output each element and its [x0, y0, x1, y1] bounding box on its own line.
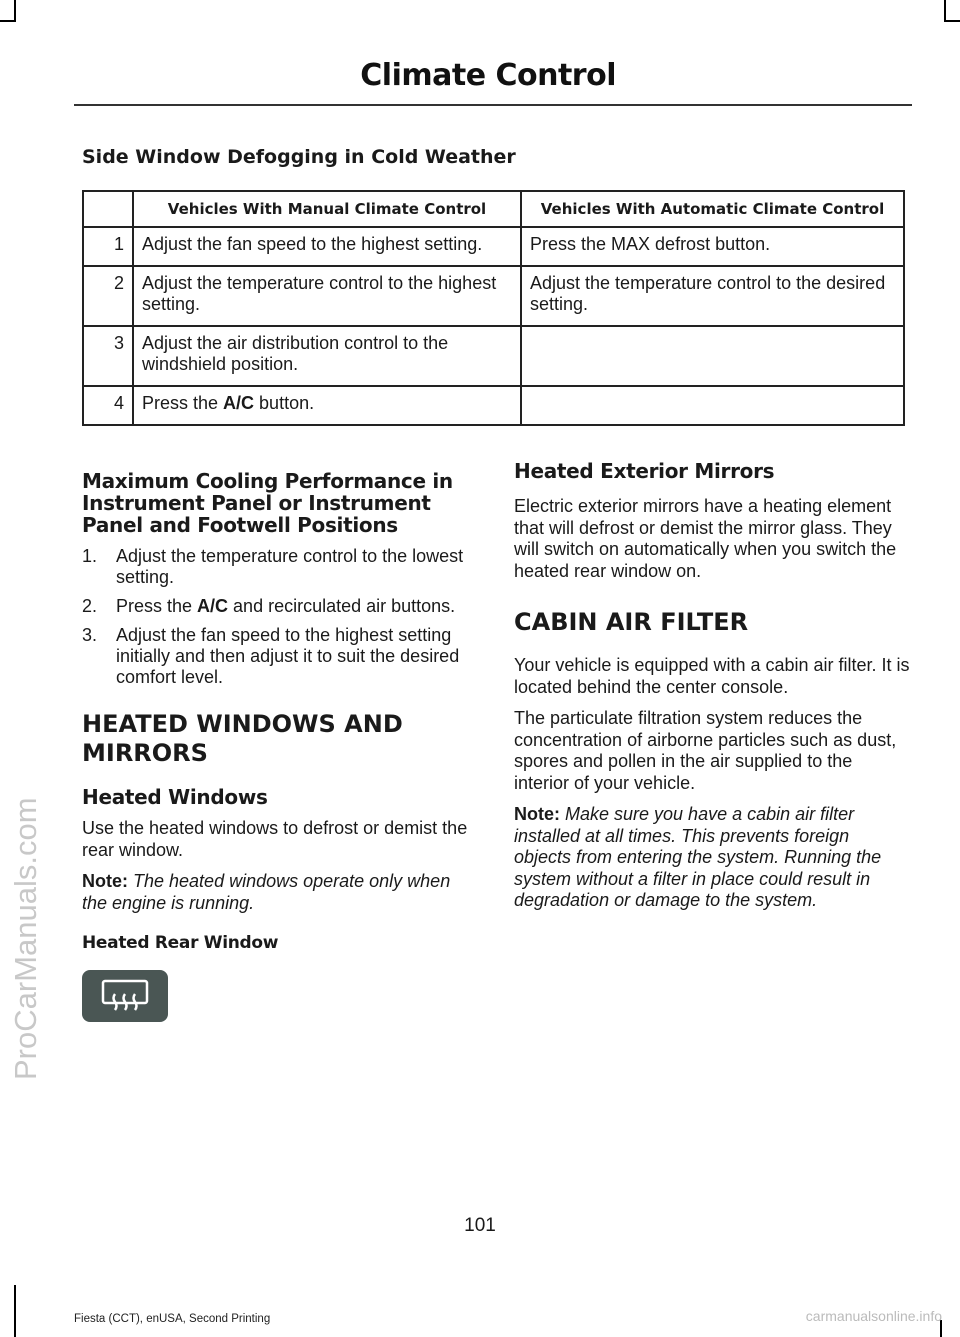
header-rule: [74, 104, 912, 106]
table-row: [83, 326, 904, 386]
manual-step: Adjust the fan speed to the highest setting.: [133, 227, 521, 266]
step-text: Adjust the temperature control to the lowest setting.: [116, 546, 464, 587]
table-row: [83, 227, 904, 266]
note-text: Make sure you have a cabin air filter installed at all times. This prevents foreign objects from entering the system. Running the system without a filter in place could result in degradation or damage to the system.: [514, 804, 882, 910]
right-column: [514, 460, 910, 922]
manual-step-pre: Press the: [142, 393, 224, 413]
manual-step: Adjust the temperature control to the highest setting.: [133, 266, 521, 326]
side-watermark: ProCarManuals.com: [8, 797, 43, 1080]
step-number: 3.: [82, 625, 98, 645]
row-number: 1: [83, 227, 133, 266]
step-text: and recirculated air buttons.: [228, 596, 456, 616]
list-item: [82, 546, 480, 588]
manual-step-post: button.: [254, 393, 315, 413]
rear-defrost-icon-graphic: [100, 978, 150, 1014]
cabin-air-filter-heading: CABIN AIR FILTER: [514, 608, 749, 636]
automatic-step: Adjust the temperature control to the desired setting.: [521, 266, 904, 326]
ac-label: A/C: [223, 393, 255, 413]
heated-windows-text: Use the heated windows to defrost or demist the rear window.: [82, 818, 468, 860]
heated-windows-heading: Heated Windows: [82, 785, 268, 809]
heated-mirrors-heading: Heated Exterior Mirrors: [514, 459, 775, 483]
cabin-filter-note: [514, 804, 910, 912]
heated-rear-window-heading: Heated Rear Window: [82, 933, 279, 953]
row-number: 3: [83, 326, 133, 386]
row-number: 2: [83, 266, 133, 326]
heated-mirrors-text: Electric exterior mirrors have a heating element that will defrost or demist the mirror glass. They will switch on automatically when you switch the heated rear window on.: [514, 496, 897, 581]
heated-windows-note: [82, 871, 480, 914]
step-text: Press the: [116, 596, 198, 616]
step-text: Adjust the fan speed to the highest setting initially and then adjust it to suit the desired comfort level.: [116, 625, 460, 687]
automatic-step: [521, 386, 904, 425]
defogging-table: [82, 190, 905, 426]
cooling-heading: Maximum Cooling Performance in Instrument Panel or Instrument Panel and Footwell Positions: [82, 469, 453, 537]
cabin-filter-text-2: The particulate filtration system reduces the concentration of airborne particles such as dust, spores and pollen in the air supplied to the interior of your vehicle.: [514, 708, 897, 793]
page-number: 101: [464, 1215, 496, 1236]
crop-mark: [0, 20, 16, 22]
footer-logo: carmanualsonline.info: [805, 1308, 942, 1324]
cooling-steps: [82, 546, 480, 688]
heated-windows-mirrors-heading: HEATED WINDOWS AND MIRRORS: [82, 710, 403, 767]
table-row: [83, 266, 904, 326]
manual-step: Adjust the air distribution control to the windshield position.: [133, 326, 521, 386]
table-header-automatic: Vehicles With Automatic Climate Control: [521, 191, 904, 227]
manual-step: [133, 386, 521, 425]
crop-mark: [14, 0, 16, 22]
list-item: [82, 625, 480, 688]
automatic-step: [521, 326, 904, 386]
crop-mark: [14, 1285, 16, 1337]
rear-defrost-icon: [82, 970, 168, 1022]
automatic-step: Press the MAX defrost button.: [521, 227, 904, 266]
ac-label: A/C: [197, 596, 229, 616]
list-item: [82, 596, 480, 617]
left-column: [82, 470, 480, 1022]
note-text: The heated windows operate only when the engine is running.: [82, 871, 451, 913]
page-header-title: Climate Control: [360, 58, 616, 93]
section-title: Side Window Defogging in Cold Weather: [82, 146, 516, 168]
cabin-filter-text-1: Your vehicle is equipped with a cabin air filter. It is located behind the center console.: [514, 655, 910, 697]
table-header-manual: Vehicles With Manual Climate Control: [133, 191, 521, 227]
row-number: 4: [83, 386, 133, 425]
table-header-num: [83, 191, 133, 227]
table-row: [83, 386, 904, 425]
note-label: Note:: [82, 871, 128, 891]
crop-mark: [944, 0, 946, 22]
note-label: Note:: [514, 804, 560, 824]
step-number: 1.: [82, 546, 98, 566]
table-header-row: [83, 191, 904, 227]
step-number: 2.: [82, 596, 98, 616]
crop-mark: [944, 20, 960, 22]
footer-text: Fiesta (CCT), enUSA, Second Printing: [74, 1313, 271, 1325]
